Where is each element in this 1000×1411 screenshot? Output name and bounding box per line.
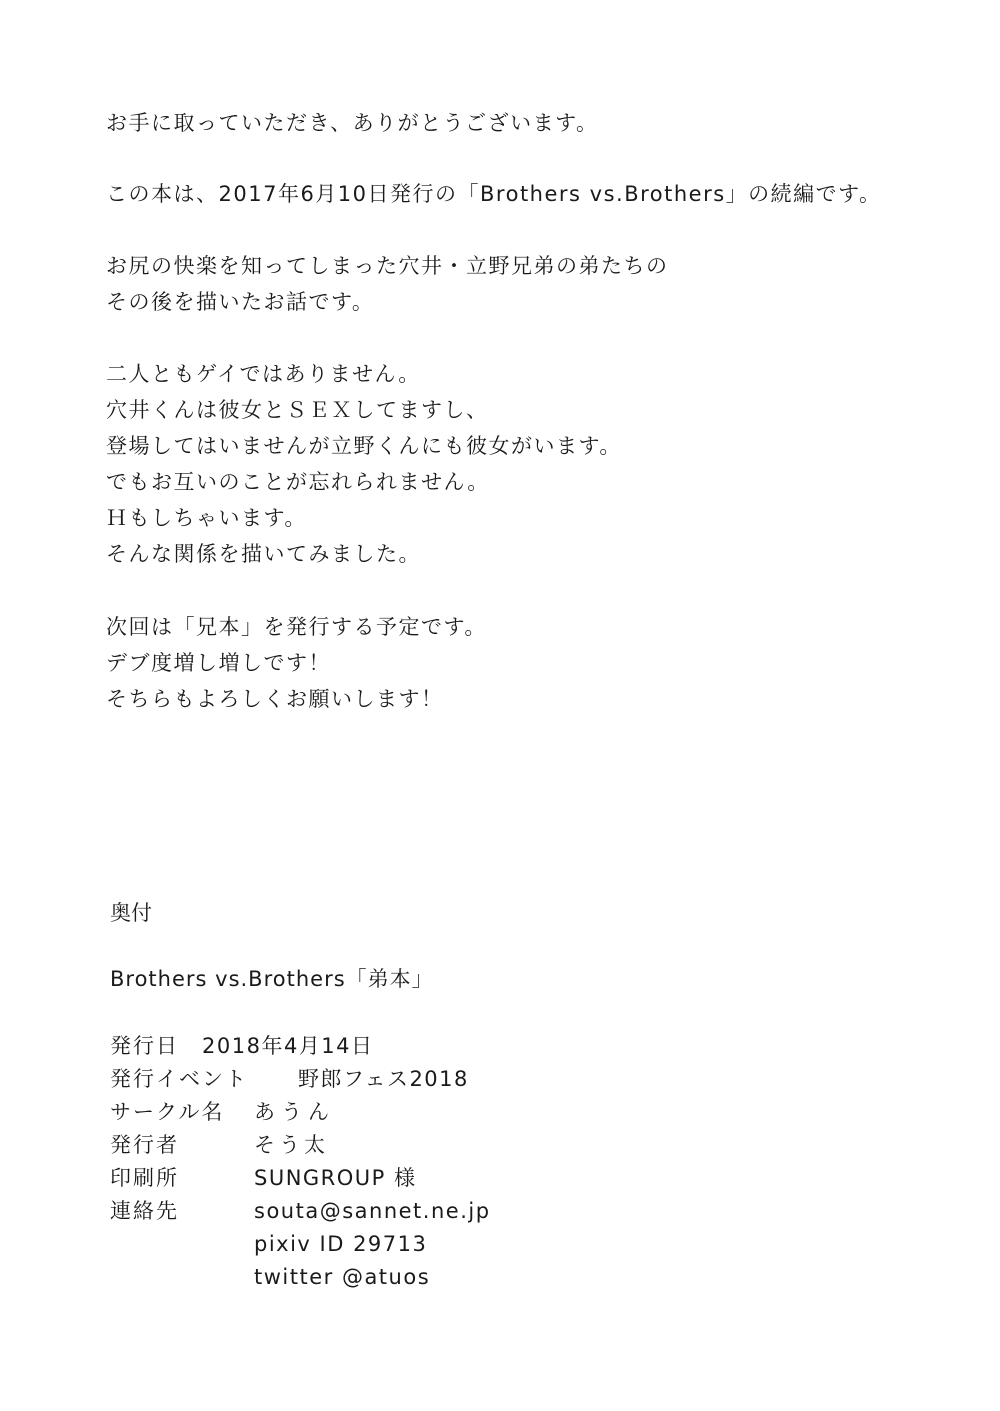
afterword-line: 次回は「兄本」を発行する予定です。 bbox=[106, 615, 487, 639]
label-publisher: 発行者 bbox=[110, 1133, 179, 1157]
afterword-line: お尻の快楽を知ってしまった穴井・立野兄弟の弟たちの bbox=[106, 254, 669, 278]
book-title: Brothers vs.Brothers「弟本」 bbox=[110, 967, 434, 991]
value-printer: SUNGROUP 様 bbox=[254, 1166, 417, 1190]
value-contact-email: souta@sannet.ne.jp bbox=[254, 1199, 491, 1223]
afterword-line: そちらもよろしくお願いします！ bbox=[106, 687, 444, 711]
value-contact-pixiv: pixiv ID 29713 bbox=[254, 1232, 428, 1256]
value-contact-twitter: twitter @atuos bbox=[254, 1265, 431, 1289]
value-publish-date: 2018年4月14日 bbox=[202, 1034, 374, 1058]
value-event: 野郎フェス2018 bbox=[298, 1067, 469, 1091]
colophon-heading: 奥付 bbox=[110, 901, 152, 925]
afterword-line: でもお互いのことが忘れられません。 bbox=[106, 470, 490, 494]
afterword-line: お手に取っていただき、ありがとうございます。 bbox=[106, 111, 599, 135]
afterword-line: その後を描いたお話です。 bbox=[106, 290, 375, 314]
afterword-line: デブ度増し増しです！ bbox=[106, 651, 331, 675]
afterword-line: そんな関係を描いてみました。 bbox=[106, 542, 421, 566]
afterword-line: 穴井くんは彼女とＳＥＸしてますし、 bbox=[106, 398, 489, 422]
value-publisher: そう太 bbox=[254, 1133, 329, 1157]
label-circle-name: サークル名 bbox=[110, 1100, 225, 1124]
label-printer: 印刷所 bbox=[110, 1166, 179, 1190]
afterword-line: 二人ともゲイではありません。 bbox=[106, 362, 421, 386]
label-publish-date: 発行日 bbox=[110, 1034, 179, 1058]
value-circle-name: あうん bbox=[254, 1100, 335, 1124]
afterword-line: Ｈもしちゃいます。 bbox=[106, 506, 307, 530]
afterword-line: 登場してはいませんが立野くんにも彼女がいます。 bbox=[106, 434, 622, 458]
label-contact: 連絡先 bbox=[110, 1199, 179, 1223]
label-event: 発行イベント bbox=[110, 1067, 248, 1091]
afterword-line: この本は、2017年6月10日発行の「Brothers vs.Brothers」の続編です。 bbox=[106, 182, 882, 206]
